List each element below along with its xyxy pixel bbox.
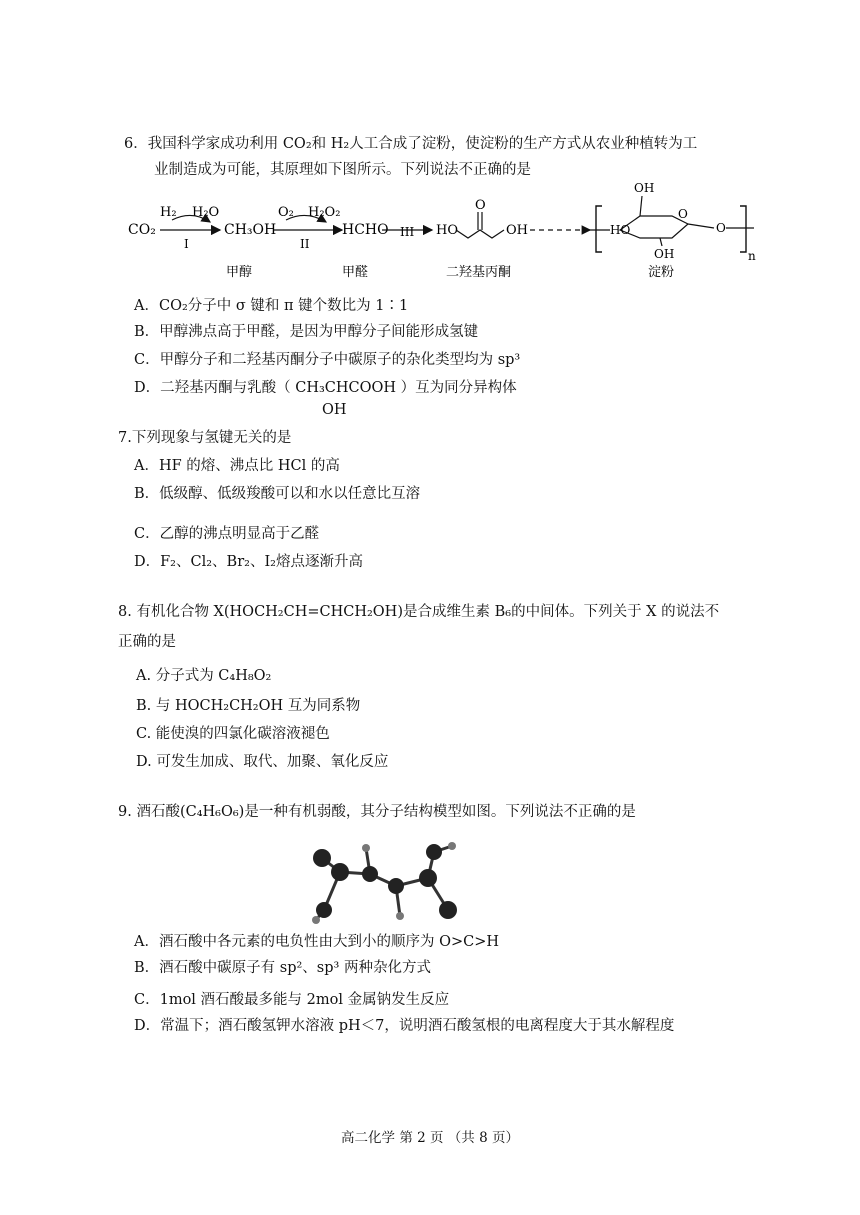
starch-link-o: O: [716, 221, 726, 235]
starch-bracket-right: [740, 206, 746, 252]
q9-stem: 9. 酒石酸(C₄H₆O₆)是一种有机弱酸，其分子结构模型如图。下列说法不正确的是: [118, 804, 636, 820]
name-dihydroxyacetone: 二羟基丙酮: [446, 265, 512, 280]
scheme-step1-reagent-h2: H₂: [160, 205, 177, 220]
starch-oh-bond: [660, 238, 662, 246]
tartaric-acid-ball-stick-model: [300, 838, 470, 928]
scheme-step1-reagent-h2o: H₂O: [192, 205, 220, 220]
q9-option-b: B．酒石酸中碳原子有 sp²、sp³ 两种杂化方式: [134, 960, 431, 976]
scheme-hcho: HCHO: [342, 222, 389, 238]
q9-option-c: C．1mol 酒石酸最多能与 2mol 金属钠发生反应: [134, 992, 450, 1008]
scheme-co2: CO₂: [128, 222, 156, 238]
q9-option-d: D．常温下；酒石酸氢钾水溶液 pH＜7，说明酒石酸氢根的电离程度大于其水解程度: [134, 1018, 675, 1034]
q7-stem: 7.下列现象与氢键无关的是: [118, 430, 292, 446]
q7-option-d: D．F₂、Cl₂、Br₂、I₂熔点逐渐升高: [134, 554, 363, 570]
q6-stem-line1: 6．我国科学家成功利用 CO₂和 H₂人工合成了淀粉，使淀粉的生产方式从农业种植转为工: [124, 136, 698, 152]
dha-o: O: [475, 198, 486, 213]
q9-option-a: A．酒石酸中各元素的电负性由大到小的顺序为 O>C>H: [134, 934, 500, 950]
starch-ring-o: O: [678, 207, 688, 221]
scheme-ch3oh: CH₃OH: [224, 222, 277, 238]
starch-oh-top: OH: [634, 181, 655, 195]
name-methanol: 甲醇: [226, 265, 253, 280]
scheme-step1-label: I: [184, 237, 189, 251]
q8-option-a: A. 分子式为 C₄H₈O₂: [136, 668, 272, 684]
starch-bracket-left: [596, 206, 602, 252]
starch-ch2oh-bond: [640, 196, 642, 216]
q8-option-d: D. 可发生加成、取代、加聚、氧化反应: [136, 754, 389, 770]
q8-stem-line2: 正确的是: [118, 634, 176, 650]
q6-stem-line2: 业制造成为可能，其原理如下图所示。下列说法不正确的是: [154, 162, 531, 178]
starch-oh-bottom: OH: [654, 247, 675, 261]
dha-oh: OH: [506, 223, 528, 238]
q8-option-c: C. 能使溴的四氯化碳溶液褪色: [136, 726, 330, 742]
scheme-step2-reagent-o2: O₂: [278, 205, 294, 220]
q8-stem-line1: 8. 有机化合物 X(HOCH₂CH=CHCH₂OH)是合成维生素 B₆的中间体。下列关于 X 的说法不: [118, 604, 720, 620]
starch-glycosidic-bond: [688, 224, 714, 228]
q6-option-b: B．甲醇沸点高于甲醛，是因为甲醇分子间能形成氢键: [134, 324, 479, 340]
scheme-step2-reagent-h2o2: H₂O₂: [308, 205, 341, 220]
q7-option-a: A．HF 的熔、沸点比 HCl 的高: [134, 458, 340, 474]
q7-option-c: C．乙醇的沸点明显高于乙醛: [134, 526, 320, 542]
q6-option-c: C．甲醇分子和二羟基丙酮分子中碳原子的杂化类型均为 sp³: [134, 352, 521, 368]
q7-option-b: B．低级醇、低级羧酸可以和水以任意比互溶: [134, 486, 421, 502]
name-formaldehyde: 甲醛: [342, 265, 369, 280]
starch-ho: HO: [610, 223, 631, 237]
page-footer: 高二化学 第 2 页 （共 8 页）: [341, 1130, 519, 1146]
name-starch: 淀粉: [648, 265, 675, 280]
q8-option-b: B. 与 HOCH₂CH₂OH 互为同系物: [136, 698, 361, 714]
q6-option-d-oh: OH: [322, 402, 347, 418]
synthesis-scheme: [120, 176, 760, 286]
dha-ho: HO: [436, 223, 458, 238]
scheme-step2-label: II: [300, 237, 310, 251]
starch-n: n: [748, 249, 756, 263]
q6-option-d: D．二羟基丙酮与乳酸（ CH₃CHCOOH ）互为同分异构体: [134, 380, 517, 396]
scheme-step3-label: III: [400, 225, 415, 239]
q6-option-a: A．CO₂分子中 σ 键和 π 键个数比为 1∶1: [134, 298, 409, 314]
dha-chain: [456, 230, 504, 238]
